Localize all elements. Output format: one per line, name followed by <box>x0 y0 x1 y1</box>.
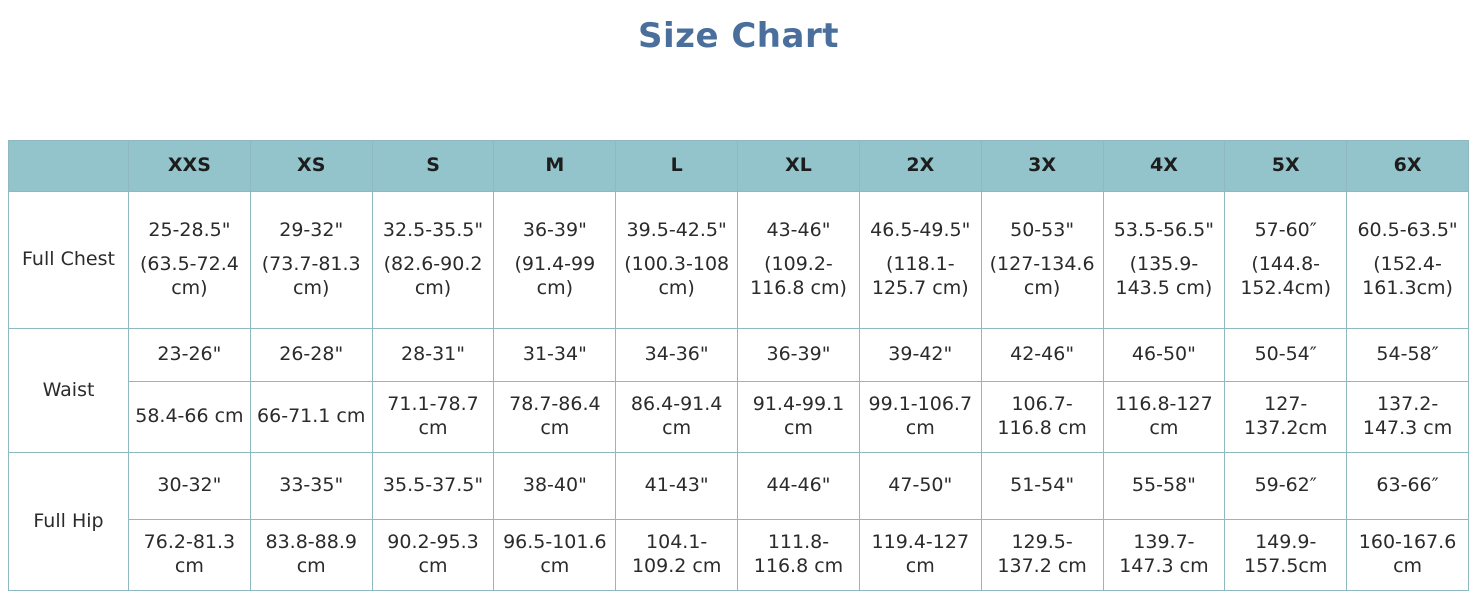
value-inches: 29-32" <box>279 219 344 242</box>
cell-waist-cm-xs: 66-71.1 cm <box>250 382 372 453</box>
cell-waist-cm-s: 71.1-78.7 cm <box>372 382 494 453</box>
value-inches: 36-39" <box>522 219 587 242</box>
table-row-waist-cm <box>9 382 1469 453</box>
column-header-3x: 3X <box>981 141 1103 192</box>
value-cm: (127-134.6 cm) <box>989 253 1095 299</box>
row-label-full-hip: Full Hip <box>9 453 129 591</box>
cell-hip-cm-xl: 111.8-116.8 cm <box>738 520 860 591</box>
row-label-waist: Waist <box>9 329 129 453</box>
cell-full-chest-6x <box>1347 192 1469 329</box>
table-row-full-hip-inches <box>9 453 1469 520</box>
cell-full-chest-xs <box>250 192 372 329</box>
cell-waist-in-4x: 46-50" <box>1103 329 1225 382</box>
value-cm: (109.2-116.8 cm) <box>750 253 847 299</box>
size-chart-table-wrapper <box>8 140 1469 591</box>
cell-hip-in-4x: 55-58" <box>1103 453 1225 520</box>
value-cm: (144.8-152.4cm) <box>1240 253 1332 299</box>
column-header-5x: 5X <box>1225 141 1347 192</box>
table-header <box>9 141 1469 192</box>
cell-full-chest-xl <box>738 192 860 329</box>
column-header-4x: 4X <box>1103 141 1225 192</box>
cell-hip-cm-6x: 160-167.6 cm <box>1347 520 1469 591</box>
cell-waist-in-3x: 42-46" <box>981 329 1103 382</box>
page-title: Size Chart <box>638 16 839 56</box>
cell-waist-in-6x: 54-58″ <box>1347 329 1469 382</box>
value-cm: (82.6-90.2 cm) <box>383 253 483 299</box>
cell-hip-in-l: 41-43" <box>616 453 738 520</box>
value-cm: (100.3-108 cm) <box>624 253 730 299</box>
cell-waist-in-xxs: 23-26" <box>129 329 251 382</box>
cell-waist-in-s: 28-31" <box>372 329 494 382</box>
cell-hip-cm-xxs: 76.2-81.3 cm <box>129 520 251 591</box>
cell-waist-cm-6x: 137.2-147.3 cm <box>1347 382 1469 453</box>
value-cm: (152.4-161.3cm) <box>1362 253 1453 299</box>
cell-waist-in-xs: 26-28" <box>250 329 372 382</box>
cell-hip-in-6x: 63-66″ <box>1347 453 1469 520</box>
table-row-waist-inches <box>9 329 1469 382</box>
column-header-xxs: XXS <box>129 141 251 192</box>
table-corner-cell <box>9 141 129 192</box>
cell-hip-in-5x: 59-62″ <box>1225 453 1347 520</box>
cell-hip-in-xxs: 30-32" <box>129 453 251 520</box>
cell-hip-in-3x: 51-54" <box>981 453 1103 520</box>
cell-full-chest-4x <box>1103 192 1225 329</box>
column-header-l: L <box>616 141 738 192</box>
cell-waist-cm-l: 86.4-91.4 cm <box>616 382 738 453</box>
cell-full-chest-m <box>494 192 616 329</box>
column-header-2x: 2X <box>859 141 981 192</box>
cell-waist-in-l: 34-36" <box>616 329 738 382</box>
cell-hip-cm-5x: 149.9-157.5cm <box>1225 520 1347 591</box>
cell-waist-cm-m: 78.7-86.4 cm <box>494 382 616 453</box>
cell-hip-in-2x: 47-50" <box>859 453 981 520</box>
value-cm: (73.7-81.3 cm) <box>261 253 361 299</box>
cell-waist-cm-3x: 106.7-116.8 cm <box>981 382 1103 453</box>
value-inches: 32.5-35.5" <box>382 219 484 242</box>
cell-waist-cm-2x: 99.1-106.7 cm <box>859 382 981 453</box>
row-label-full-chest: Full Chest <box>9 192 129 329</box>
cell-hip-cm-4x: 139.7-147.3 cm <box>1103 520 1225 591</box>
header-row <box>9 141 1469 192</box>
cell-hip-cm-2x: 119.4-127 cm <box>859 520 981 591</box>
value-inches: 39.5-42.5" <box>626 219 727 242</box>
column-header-xs: XS <box>250 141 372 192</box>
column-header-s: S <box>372 141 494 192</box>
cell-hip-in-m: 38-40" <box>494 453 616 520</box>
column-header-xl: XL <box>738 141 860 192</box>
cell-full-chest-3x <box>981 192 1103 329</box>
cell-waist-cm-4x: 116.8-127 cm <box>1103 382 1225 453</box>
value-inches: 50-53" <box>1010 219 1075 242</box>
cell-hip-cm-l: 104.1-109.2 cm <box>616 520 738 591</box>
cell-waist-in-xl: 36-39" <box>738 329 860 382</box>
cell-hip-in-xl: 44-46" <box>738 453 860 520</box>
value-cm: (63.5-72.4 cm) <box>139 253 239 299</box>
cell-waist-cm-xxs: 58.4-66 cm <box>129 382 251 453</box>
cell-waist-in-m: 31-34" <box>494 329 616 382</box>
table-body <box>9 192 1469 591</box>
cell-hip-in-xs: 33-35" <box>250 453 372 520</box>
size-chart-table <box>8 140 1469 591</box>
cell-waist-cm-xl: 91.4-99.1 cm <box>738 382 860 453</box>
table-row-full-chest <box>9 192 1469 329</box>
cell-full-chest-l <box>616 192 738 329</box>
cell-full-chest-2x <box>859 192 981 329</box>
cell-waist-cm-5x: 127-137.2cm <box>1225 382 1347 453</box>
value-cm: (91.4-99 cm) <box>514 253 596 299</box>
cell-full-chest-xxs <box>129 192 251 329</box>
cell-hip-cm-xs: 83.8-88.9 cm <box>250 520 372 591</box>
value-inches: 43-46" <box>766 219 831 242</box>
cell-waist-in-2x: 39-42" <box>859 329 981 382</box>
value-inches: 60.5-63.5" <box>1357 219 1458 242</box>
value-inches: 46.5-49.5" <box>870 219 971 242</box>
cell-full-chest-s <box>372 192 494 329</box>
value-cm: (135.9-143.5 cm) <box>1115 253 1213 299</box>
cell-hip-cm-s: 90.2-95.3 cm <box>372 520 494 591</box>
column-header-6x: 6X <box>1347 141 1469 192</box>
cell-hip-in-s: 35.5-37.5" <box>372 453 494 520</box>
value-inches: 53.5-56.5" <box>1113 219 1215 242</box>
value-inches: 25-28.5" <box>148 219 231 242</box>
cell-hip-cm-3x: 129.5-137.2 cm <box>981 520 1103 591</box>
value-inches: 57-60″ <box>1254 219 1317 242</box>
cell-hip-cm-m: 96.5-101.6 cm <box>494 520 616 591</box>
cell-full-chest-5x <box>1225 192 1347 329</box>
column-header-m: M <box>494 141 616 192</box>
table-row-full-hip-cm <box>9 520 1469 591</box>
value-cm: (118.1-125.7 cm) <box>871 253 969 299</box>
cell-waist-in-5x: 50-54″ <box>1225 329 1347 382</box>
